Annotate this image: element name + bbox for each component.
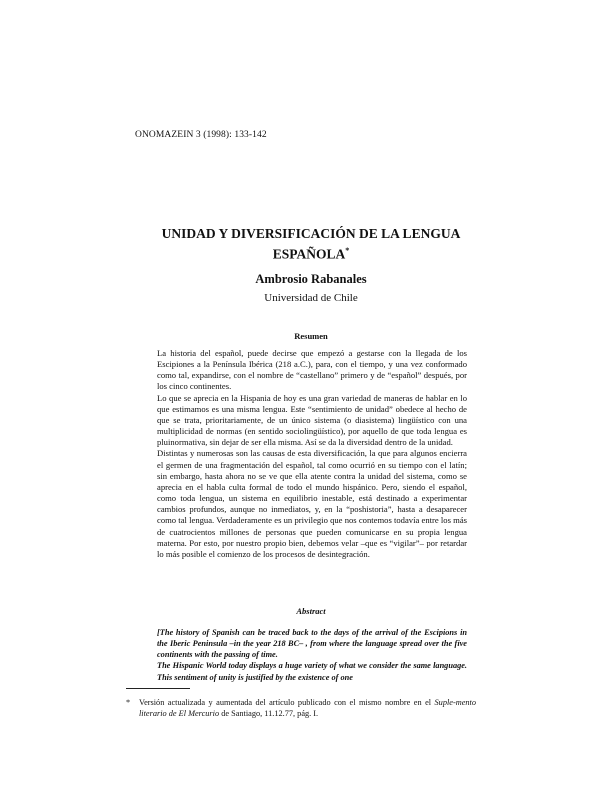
article-title	[140, 225, 482, 263]
footnote-text	[139, 697, 476, 719]
footnote-divider	[126, 688, 190, 689]
footnote-text-part-1: Versión actualizada y aumentada del artículo publicado con el mismo nombre en el	[139, 698, 435, 707]
resumen-body	[157, 348, 467, 560]
journal-reference: ONOMAZEIN 3 (1998): 133-142	[135, 130, 267, 140]
abstract-heading: Abstract	[296, 606, 326, 616]
footnote-marker: *	[126, 698, 131, 707]
footnote-text-part-2: de Santiago, 11.12.77, pág. I.	[219, 709, 319, 718]
title-footnote-marker[interactable]: *	[345, 246, 350, 255]
footnote-source-title: Suple-mento literario de El Mercurio	[139, 698, 476, 718]
title-line-2	[140, 242, 482, 263]
abstract-paragraph: The Hispanic World today displays a huge variety of what we consider the same language. This sentiment of unity is justified by the existence of one	[157, 661, 467, 682]
title-line-1: UNIDAD Y DIVERSIFICACIÓN DE LA LENGUA	[161, 226, 461, 241]
title-line-2-text: ESPAÑOLA	[272, 246, 346, 262]
abstract-body	[157, 627, 467, 683]
author-affiliation: Universidad de Chile	[264, 292, 358, 304]
resumen-paragraph: Distintas y numerosas son las causas de esta diversificación, la que para algunos encierra el germen de una fragmentación del español, tal como ocurrió en su tiempo con el latín; sin embargo, hasta ahora no se ve que ella atente contra la unidad del sistema, como se aprecia en el habla culta formal de todo el mundo hispánico. Pero, siendo el español, como toda lengua, un sistema en equilibrio inestable, está destinado a experimentar cambios profundos, aunque no inmediatos, y, en la “poshistoria”, hasta a desaparecer como tal lengua. Verdaderamente es un privilegio que nos contemos todavía entre los más de cuatrocientos millones de personas que pueden comunicarse en su propia lengua materna. Por esto, por nuestro propio bien, debemos velar –que es “vigilar”– por retardar lo más posible el comienzo de los procesos de desintegración.	[157, 448, 467, 559]
resumen-paragraph: La historia del español, puede decirse que empezó a gestarse con la llegada de los Escipiones a la Península Ibérica (218 a.C.), para, con el tiempo, y una vez conformado como tal, expandirse, con el nombre de “castellano” primero y de “español” después, por los cinco continentes.	[157, 348, 467, 392]
author-name: Ambrosio Rabanales	[255, 272, 367, 286]
footnote	[126, 697, 476, 719]
resumen-paragraph: Lo que se aprecia en la Hispania de hoy es una gran variedad de maneras de hablar en lo que estimamos es una misma lengua. Este “sentimiento de unidad” obedece al hecho de que se trata, prioritariamente, de un único sistema (o diasistema) lingüístico con una multiplicidad de normas (en sentido sociolingüístico), por aquello de que toda lengua es pluinormativa, sin dejar de ser ella misma. Así se da la diversidad dentro de la unidad.	[157, 392, 467, 448]
abstract-paragraph: [The history of Spanish can be traced back to the days of the arrival of the Escipions in the Iberic Peninsula –in the year 218 BC– , from where the language spread over the five continents with the passing of time.	[157, 628, 467, 660]
resumen-heading: Resumen	[294, 331, 328, 341]
